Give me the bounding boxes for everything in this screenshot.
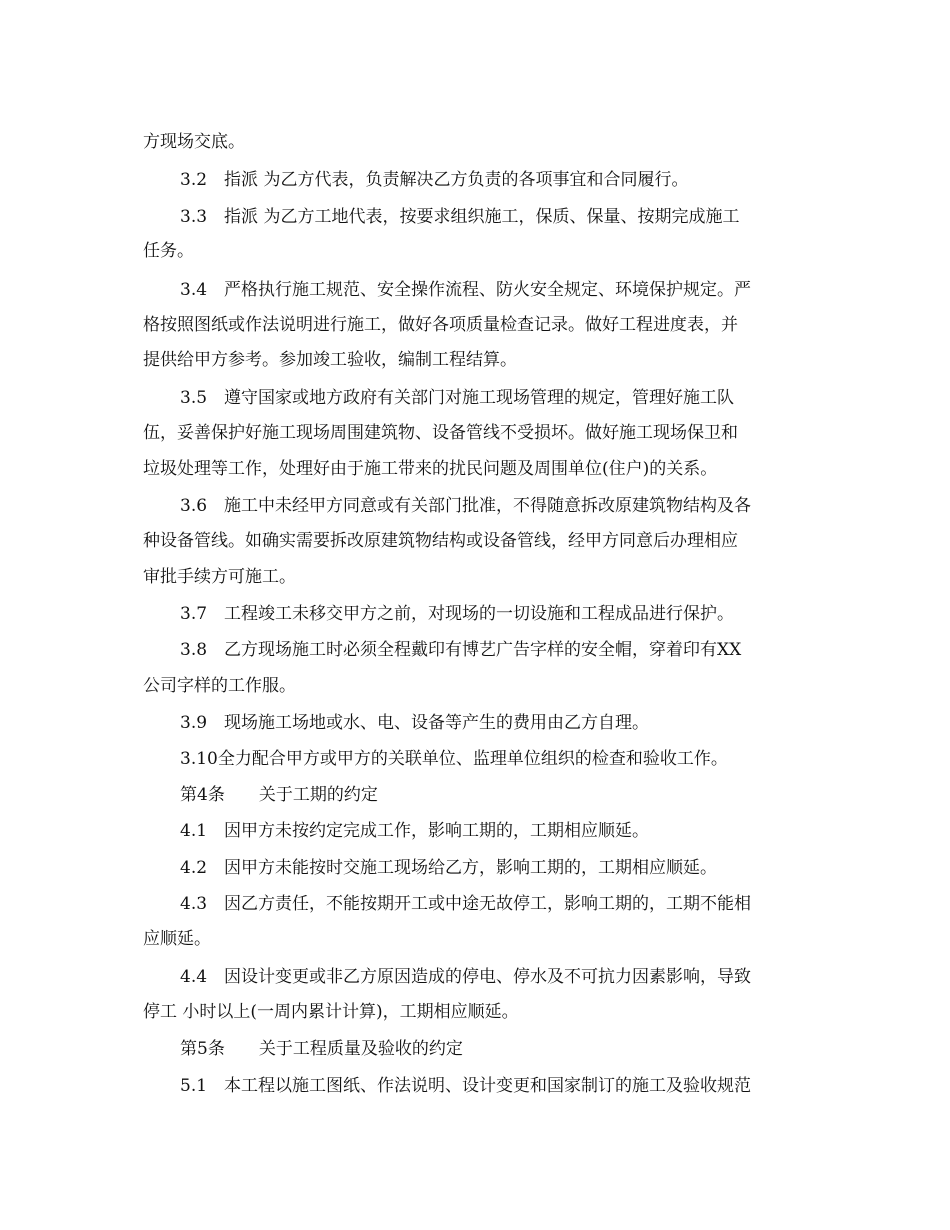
text-line: 停工 小时以上(一周内累计计算)，工期相应顺延。 xyxy=(143,1002,519,1022)
clause-3-6: 3.6 施工中未经甲方同意或有关部门批准，不得随意拆改原建筑物结构及各 xyxy=(180,496,752,516)
clause-3-3: 3.3 指派 为乙方工地代表，按要求组织施工，保质、保量、按期完成施工 xyxy=(180,207,740,227)
text-line: 应顺延。 xyxy=(143,929,211,949)
clause-4-3: 4.3 因乙方责任，不能按期开工或中途无故停工，影响工期的，工期不能相 xyxy=(180,894,752,914)
text-line: 提供给甲方参考。参加竣工验收，编制工程结算。 xyxy=(143,350,517,370)
clause-3-10: 3.10全力配合甲方或甲方的关联单位、监理单位组织的检查和验收工作。 xyxy=(180,749,728,769)
text-line: 种设备管线。如确实需要拆改原建筑物结构或设备管线，经甲方同意后办理相应 xyxy=(143,531,738,551)
article-5-heading: 第5条 关于工程质量及验收的约定 xyxy=(180,1039,463,1059)
clause-4-1: 4.1 因甲方未按约定完成工作，影响工期的，工期相应顺延。 xyxy=(180,821,650,841)
text-line: 任务。 xyxy=(143,241,194,261)
text-line: 格按照图纸或作法说明进行施工，做好各项质量检查记录。做好工程进度表，并 xyxy=(143,315,738,335)
clause-5-1: 5.1 本工程以施工图纸、作法说明、设计变更和国家制订的施工及验收规范 xyxy=(180,1076,752,1096)
clause-3-2: 3.2 指派 为乙方代表，负责解决乙方负责的各项事宜和合同履行。 xyxy=(180,170,689,190)
clause-3-9: 3.9 现场施工场地或水、电、设备等产生的费用由乙方自理。 xyxy=(180,713,650,733)
text-line: 审批手续方可施工。 xyxy=(143,567,296,587)
text-line: 方现场交底。 xyxy=(143,132,245,152)
clause-4-2: 4.2 因甲方未能按时交施工现场给乙方，影响工期的，工期相应顺延。 xyxy=(180,858,718,878)
clause-3-5: 3.5 遵守国家或地方政府有关部门对施工现场管理的规定，管理好施工队 xyxy=(180,388,735,408)
article-4-heading: 第4条 关于工期的约定 xyxy=(180,785,378,805)
text-line: 公司字样的工作服。 xyxy=(143,676,296,696)
clause-3-7: 3.7 工程竣工未移交甲方之前，对现场的一切设施和工程成品进行保护。 xyxy=(180,604,735,624)
clause-3-8: 3.8 乙方现场施工时必须全程戴印有博艺广告字样的安全帽，穿着印有XX xyxy=(180,640,742,660)
clause-3-4: 3.4 严格执行施工规范、安全操作流程、防火安全规定、环境保护规定。严 xyxy=(180,280,752,300)
text-line: 垃圾处理等工作，处理好由于施工带来的扰民问题及周围单位(住户)的关系。 xyxy=(143,459,718,479)
text-line: 伍，妥善保护好施工现场周围建筑物、设备管线不受损坏。做好施工现场保卫和 xyxy=(143,423,738,443)
clause-4-4: 4.4 因设计变更或非乙方原因造成的停电、停水及不可抗力因素影响，导致 xyxy=(180,967,752,987)
